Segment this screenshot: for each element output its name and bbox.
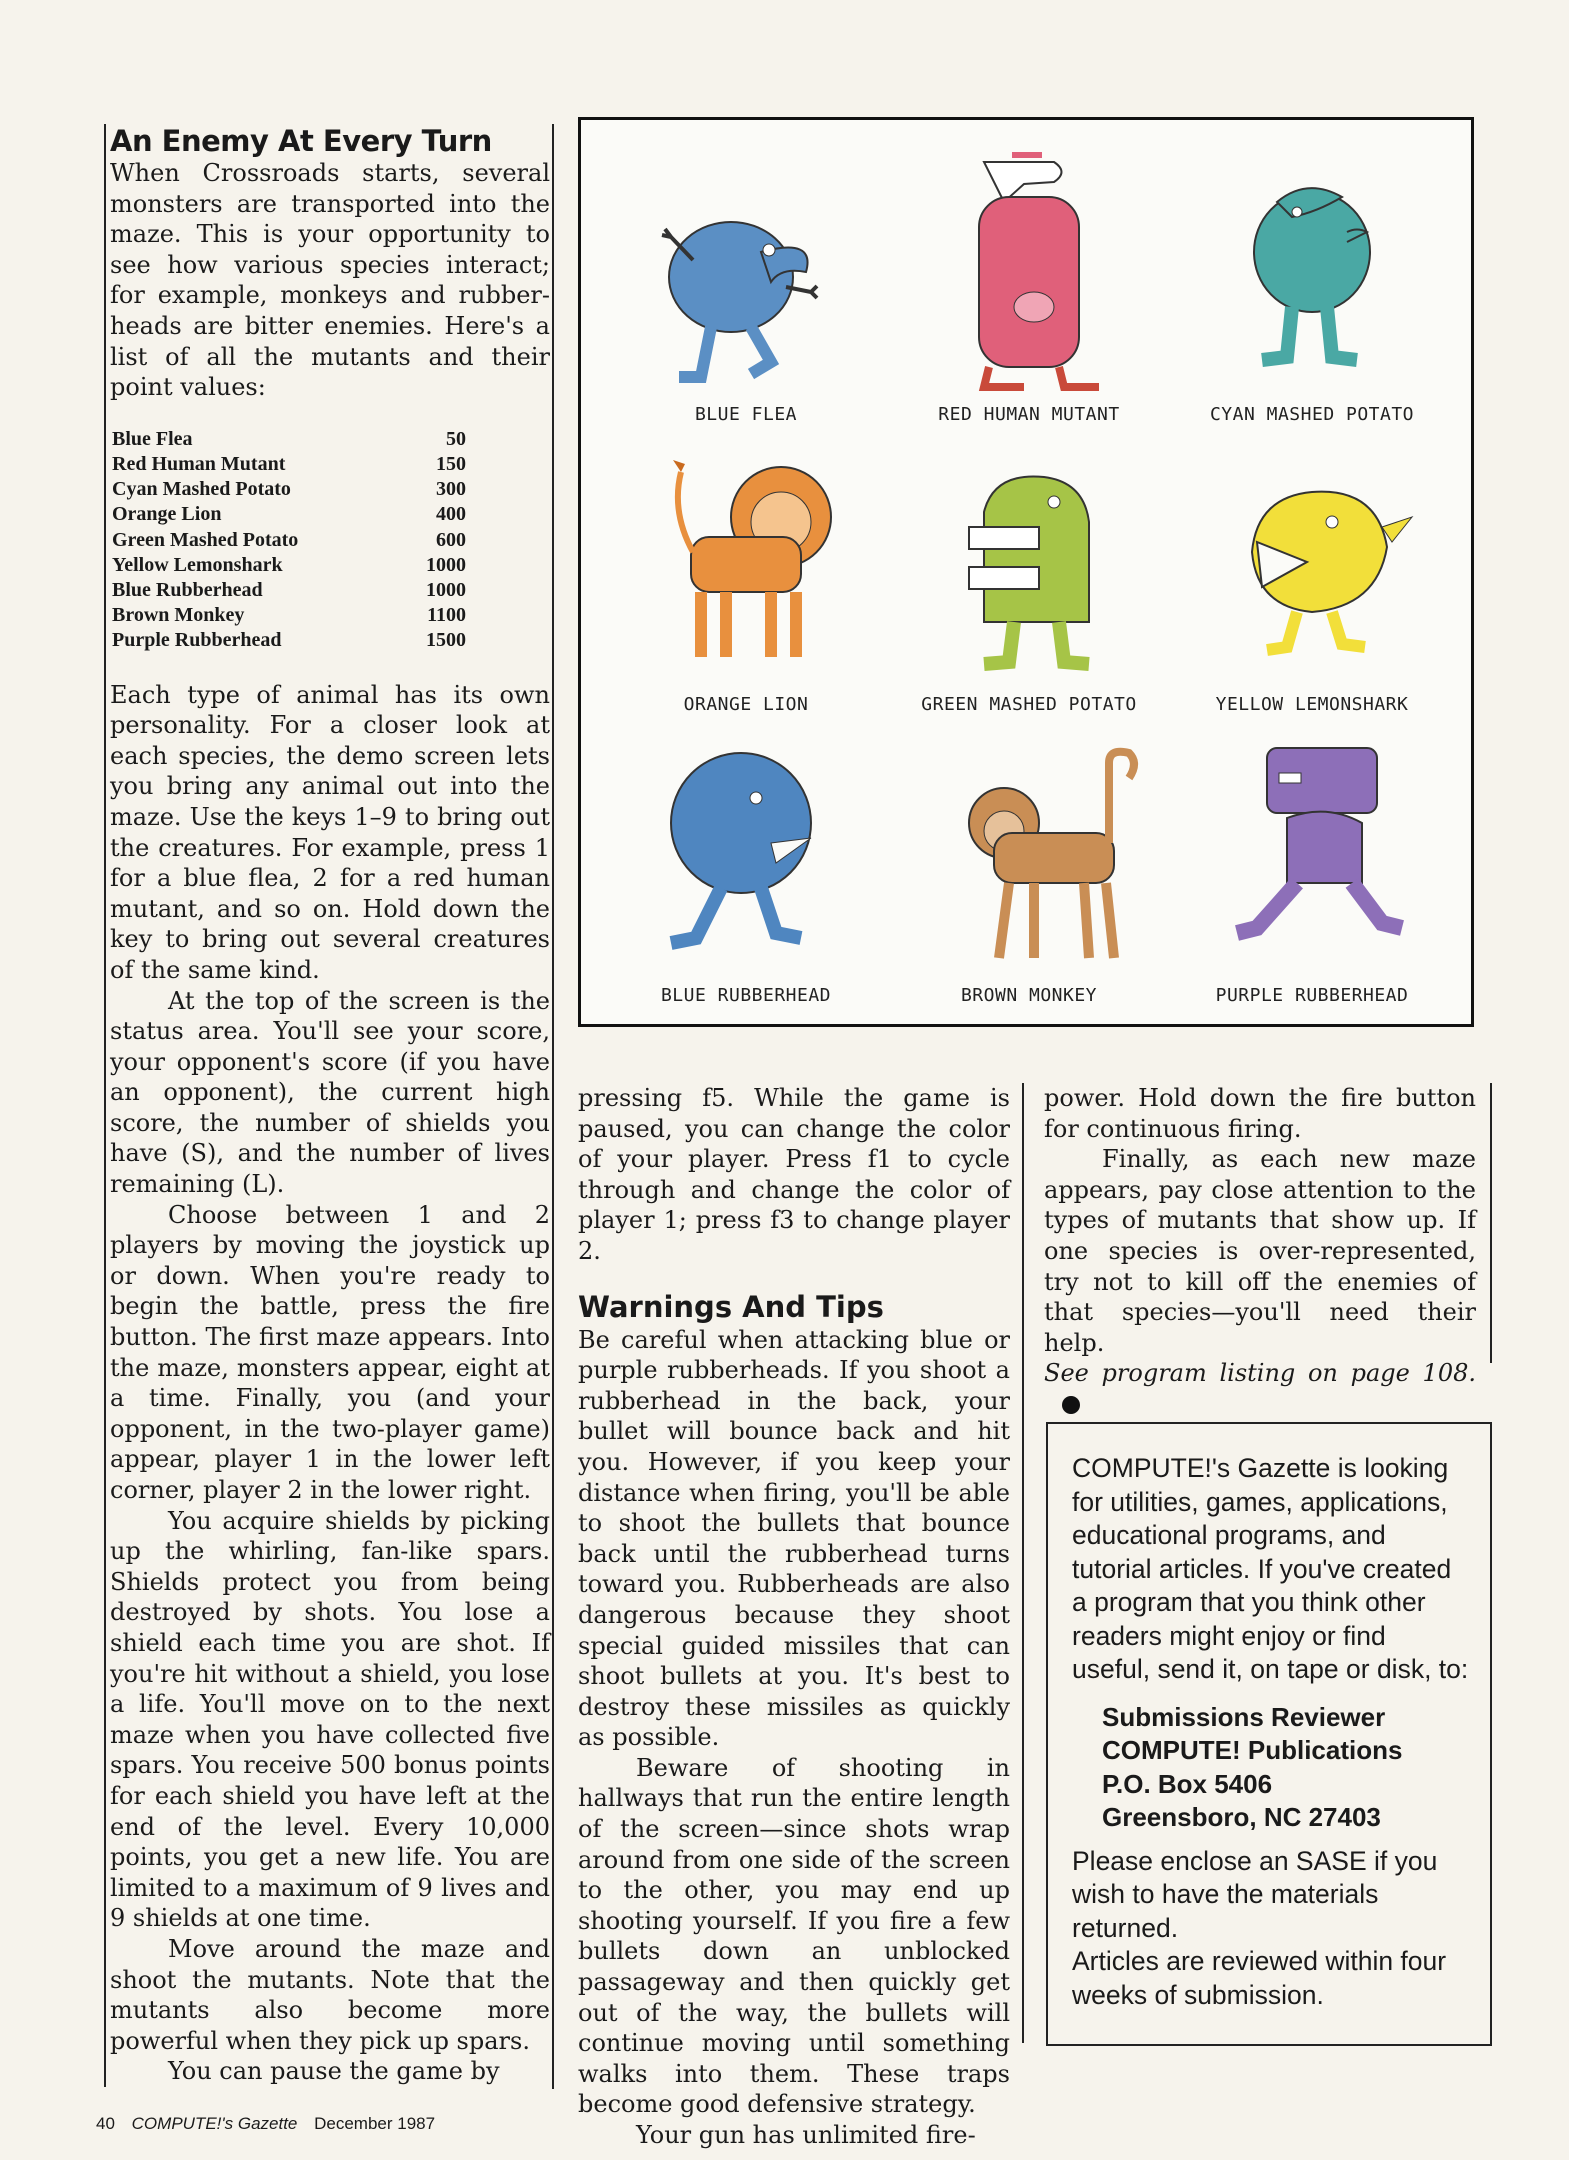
red-human-mutant-icon [884,142,1174,402]
page-footer [96,2114,435,2134]
blue-rubberhead-icon [601,723,891,983]
figure-caption: CYAN MASHED POTATO [1209,404,1415,425]
submissions-callout [1046,1422,1492,2046]
yellow-lemonshark-figure [1167,432,1457,732]
green-mashed-potato-figure [884,432,1174,732]
purple-rubberhead-figure [1167,723,1457,1023]
listing-reference: See program listing on page 108. [1044,1359,1476,1388]
cyan-mashed-potato-icon [1167,142,1457,402]
figure-caption: GREEN MASHED POTATO [921,694,1137,715]
figure-caption: PURPLE RUBBERHEAD [1215,985,1409,1006]
figure-caption: BLUE RUBBERHEAD [660,985,832,1006]
purple-rubberhead-icon [1167,723,1457,983]
table-row: Green Mashed Potato 600 [112,528,466,551]
yellow-lemonshark-icon [1167,432,1457,692]
blue-rubberhead-figure [601,723,891,1023]
brown-monkey-figure [884,723,1174,1023]
body-paragraph: pressing f5. While the game is paused, you can change the color of your player. Press f1 to cycle through and change the color of player 1; press f3 to change player 2. [578,1084,1010,1265]
blue-flea-figure [601,142,891,442]
table-row: Blue Rubberhead 1000 [112,578,466,601]
points-table [112,427,466,654]
callout-note: Please enclose an SASE if you wish to have the materials returned. [1072,1845,1438,1943]
body-paragraph: You can pause the game by [168,2057,500,2086]
end-mark-icon [1062,1396,1080,1414]
mutants-illustration [578,117,1474,1027]
right-column [1044,1083,1476,1420]
cyan-mashed-potato-figure [1167,142,1457,442]
issue-date: December 1987 [314,2114,436,2133]
callout-note: Articles are reviewed within four weeks of submission. [1072,1946,1447,2010]
body-paragraph: Be careful when attacking blue or purple rubberheads. If you shoot a rubberhead in the back, your bullet will bounce back and hit you. However, if you keep your distance when firing, you'll be able to shoot the bullets that bounce back until the rubberhead turns toward you. Rubberheads are also dangerous because they shoot special guided missiles that can shoot bullets at you. It's best to destroy these missiles as quickly as possible. [578,1325,1010,1752]
address-line: P.O. Box 5406 [1102,1768,1273,1799]
red-human-mutant-figure [884,142,1174,442]
page-number: 40 [96,2114,115,2133]
section-heading: Warnings And Tips [578,1289,884,1324]
figure-caption: BLUE FLEA [694,404,798,425]
body-paragraph: power. Hold down the fire button for continuous firing. [1044,1084,1476,1143]
brown-monkey-icon [884,723,1174,983]
green-mashed-potato-icon [884,432,1174,692]
magazine-name: COMPUTE!'s Gazette [131,2114,298,2133]
column-divider [552,124,554,2089]
address-line: Submissions Reviewer [1102,1701,1386,1732]
left-column [104,124,550,2087]
orange-lion-icon [601,432,891,692]
table-row: Brown Monkey 1100 [112,604,466,627]
body-paragraph: Your gun has unlimited fire- [636,2121,976,2149]
callout-intro: COMPUTE!'s Gazette is looking for utilities, games, applications, educational programs, and tutorial articles. If you've created a program that you think other readers might enjoy or find useful, send it, on tape or disk, to: [1072,1453,1469,1684]
table-row: Blue Flea 50 [112,427,466,450]
figure-caption: BROWN MONKEY [960,985,1098,1006]
table-row: Red Human Mutant 150 [112,452,466,475]
middle-column [578,1083,1010,2151]
figure-caption: ORANGE LION [683,694,809,715]
body-paragraph: Each type of animal has its own personality. For a closer look at each species, the demo screen lets you bring any animal out into the maze. Use the keys 1–9 to bring out the creatures. For example, press 1 for a blue flea, 2 for a red human mutant, and so on. Hold down the key to bring out several creatures of the same kind. [110,680,550,984]
body-paragraph: Choose between 1 and 2 players by moving the joystick up or down. When you're ready to begin the battle, press the fire button. The first maze appears. Into the maze, monsters appear, eight at a time. Finally, you (and your opponent, in the two-player game) appear, player 1 in the lower left corner, player 2 in the lower right. [110,1200,550,1505]
column-divider [1490,1083,1492,1363]
orange-lion-figure [601,432,891,732]
table-row: Yellow Lemonshark 1000 [112,553,466,576]
table-row: Purple Rubberhead 1500 [112,629,466,652]
mailing-address [1102,1701,1470,1835]
section-heading: An Enemy At Every Turn [110,124,492,158]
body-paragraph: You acquire shields by picking up the whirling, fan-like spars. Shields protect you from being destroyed by shots. You lose a shield each time you are shot. If you're hit without a shield, you lose a life. You'll move on to the next maze when you have collected five spars. You receive 500 bonus points for each shield you have left at the end of the level. Every 10,000 points, you get a new life. You are limited to a maximum of 9 lives and 9 shields at one time. [110,1506,550,1933]
figure-caption: YELLOW LEMONSHARK [1215,694,1409,715]
body-paragraph: Beware of shooting in hallways that run the entire length of the screen—since shots wrap around from one side of the screen to the other, you may end up shooting yourself. If you fire a few bullets down an unblocked passageway and then quickly get out of the way, the bullets will continue moving until something walks into them. These traps become good defensive strategy. [578,1753,1010,2119]
address-line: Greensboro, NC 27403 [1102,1802,1381,1832]
program-listing-note [1044,1358,1476,1419]
figure-caption: RED HUMAN MUTANT [938,404,1120,425]
column-divider [1022,1083,1024,2043]
body-paragraph: At the top of the screen is the status area. You'll see your score, your opponent's score (if you have an opponent), the current high score, the number of shields you have (S), and the number of lives remaining (L). [110,986,550,1199]
intro-paragraph: When Crossroads starts, several monsters are transported into the maze. This is your opportunity to see how various species interact; for example, monkeys and rubber-heads are bitter enemies. Here's a list of all the mutants and their point values: [110,159,550,402]
body-paragraph: Finally, as each new maze appears, pay close attention to the types of mutants that show up. If one species is over-represented, try not to kill off the enemies of that species—you'll need their help. [1044,1145,1476,1357]
body-paragraph: Move around the maze and shoot the mutants. Note that the mutants also become more powerful when they pick up spars. [110,1934,550,2055]
table-row: Orange Lion 400 [112,503,466,526]
address-line: COMPUTE! Publications [1102,1735,1403,1765]
table-row: Cyan Mashed Potato 300 [112,478,466,501]
blue-flea-icon [601,142,891,402]
